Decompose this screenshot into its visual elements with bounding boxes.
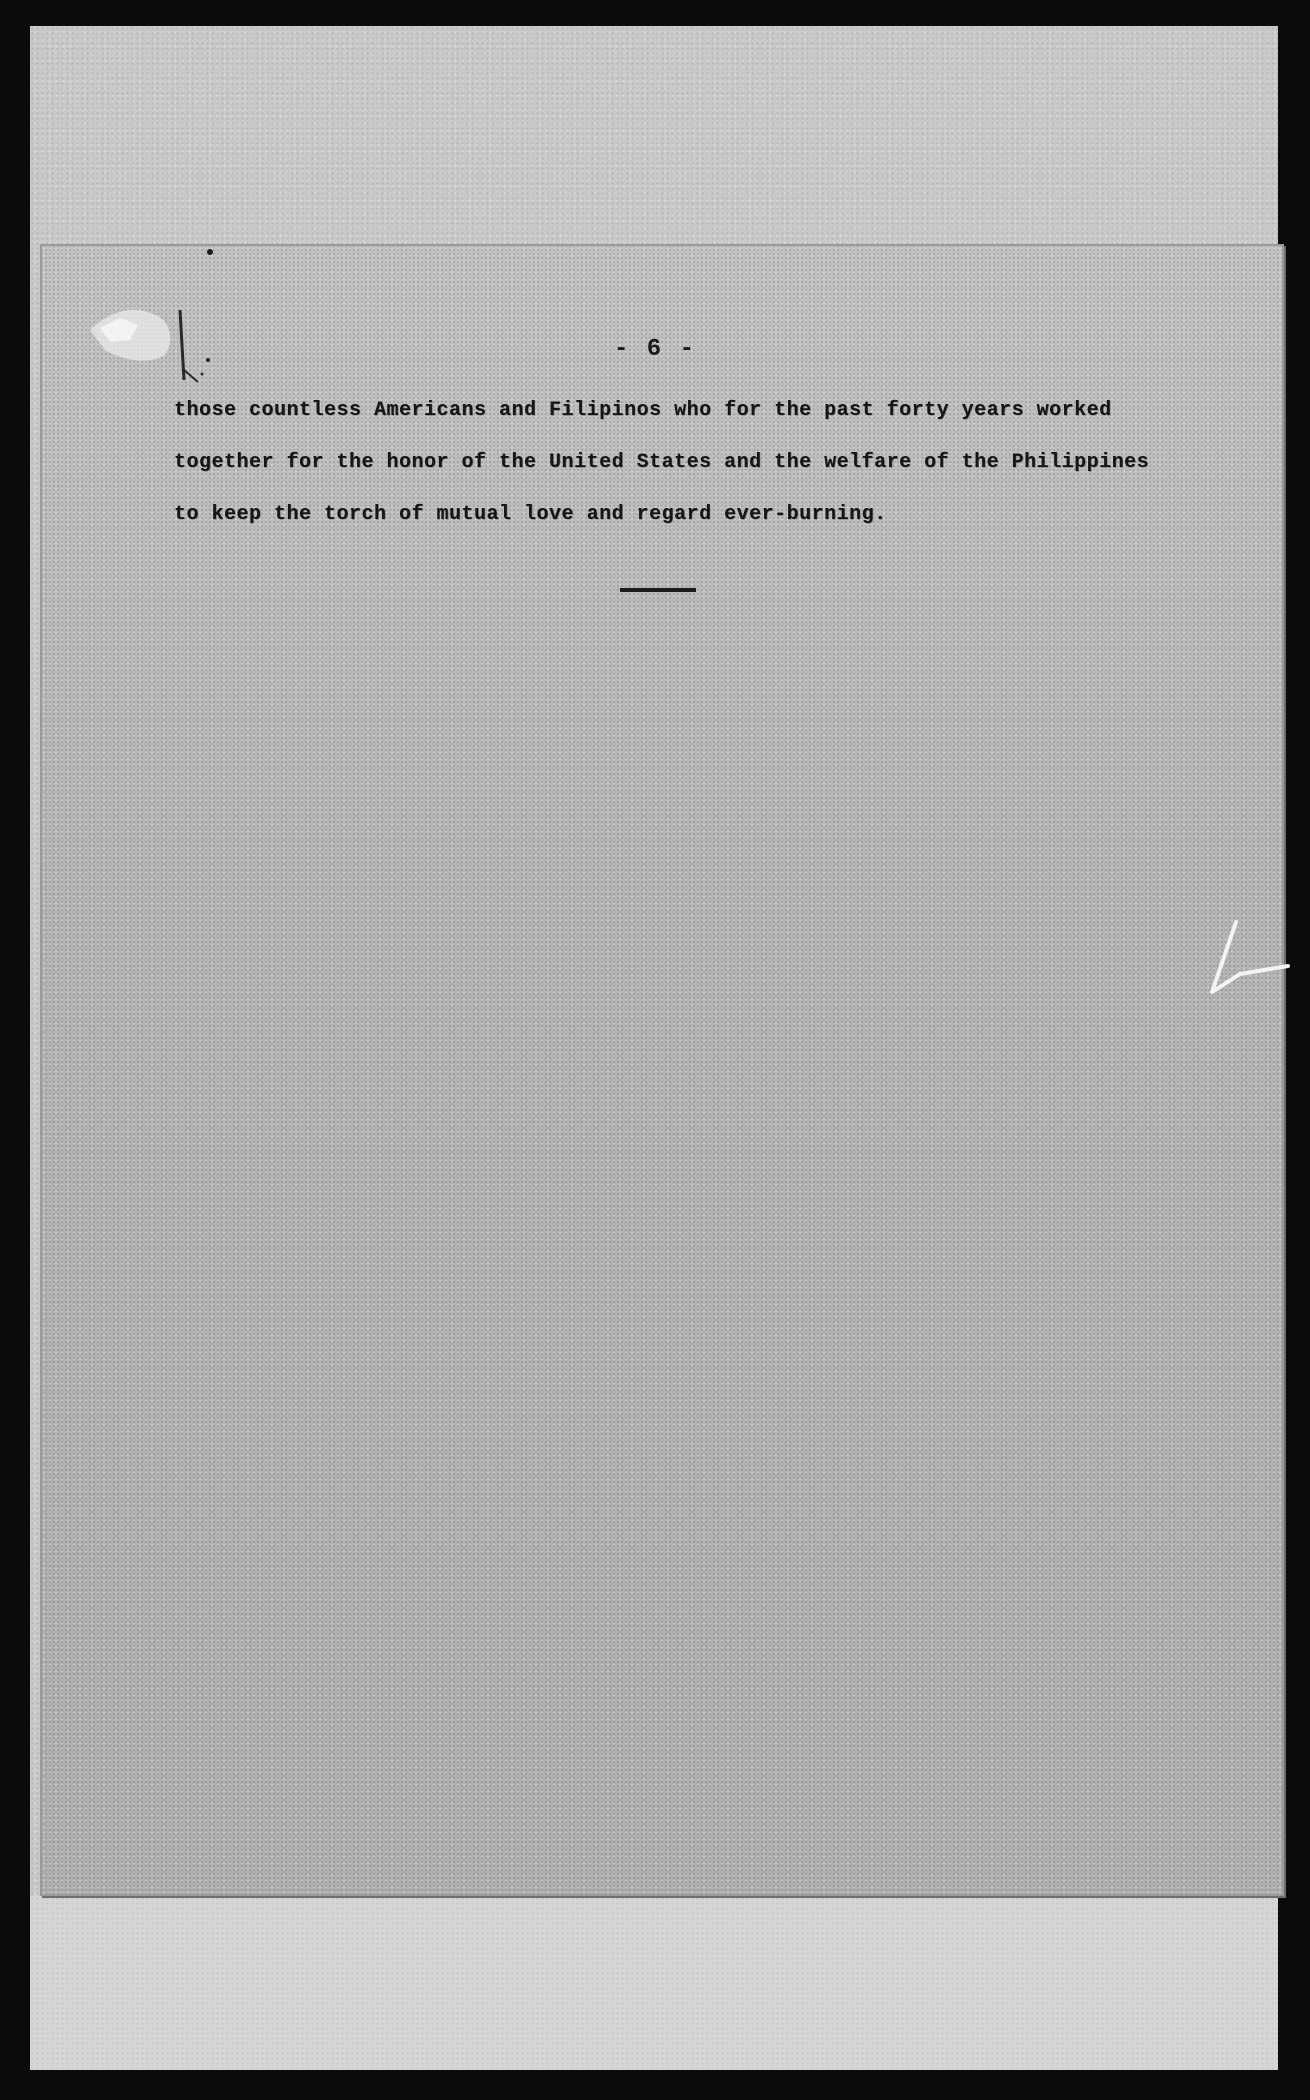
- bottom-backing-strip: [30, 1896, 1278, 2070]
- paper-tear-mark-icon: [80, 270, 220, 390]
- check-mark-icon: [1200, 912, 1290, 1002]
- ink-dot-mark-icon: [204, 246, 216, 258]
- page-number: - 6 -: [613, 336, 696, 363]
- text-line: to keep the torch of mutual love and regard ever-burning.: [174, 503, 887, 526]
- text-line: together for the honor of the United States and the welfare of the Philippines: [174, 451, 1150, 474]
- text-line: those countless Americans and Filipinos who for the past forty years worked: [174, 399, 1112, 422]
- end-of-text-rule: [620, 588, 696, 592]
- body-paragraph: [174, 385, 1214, 541]
